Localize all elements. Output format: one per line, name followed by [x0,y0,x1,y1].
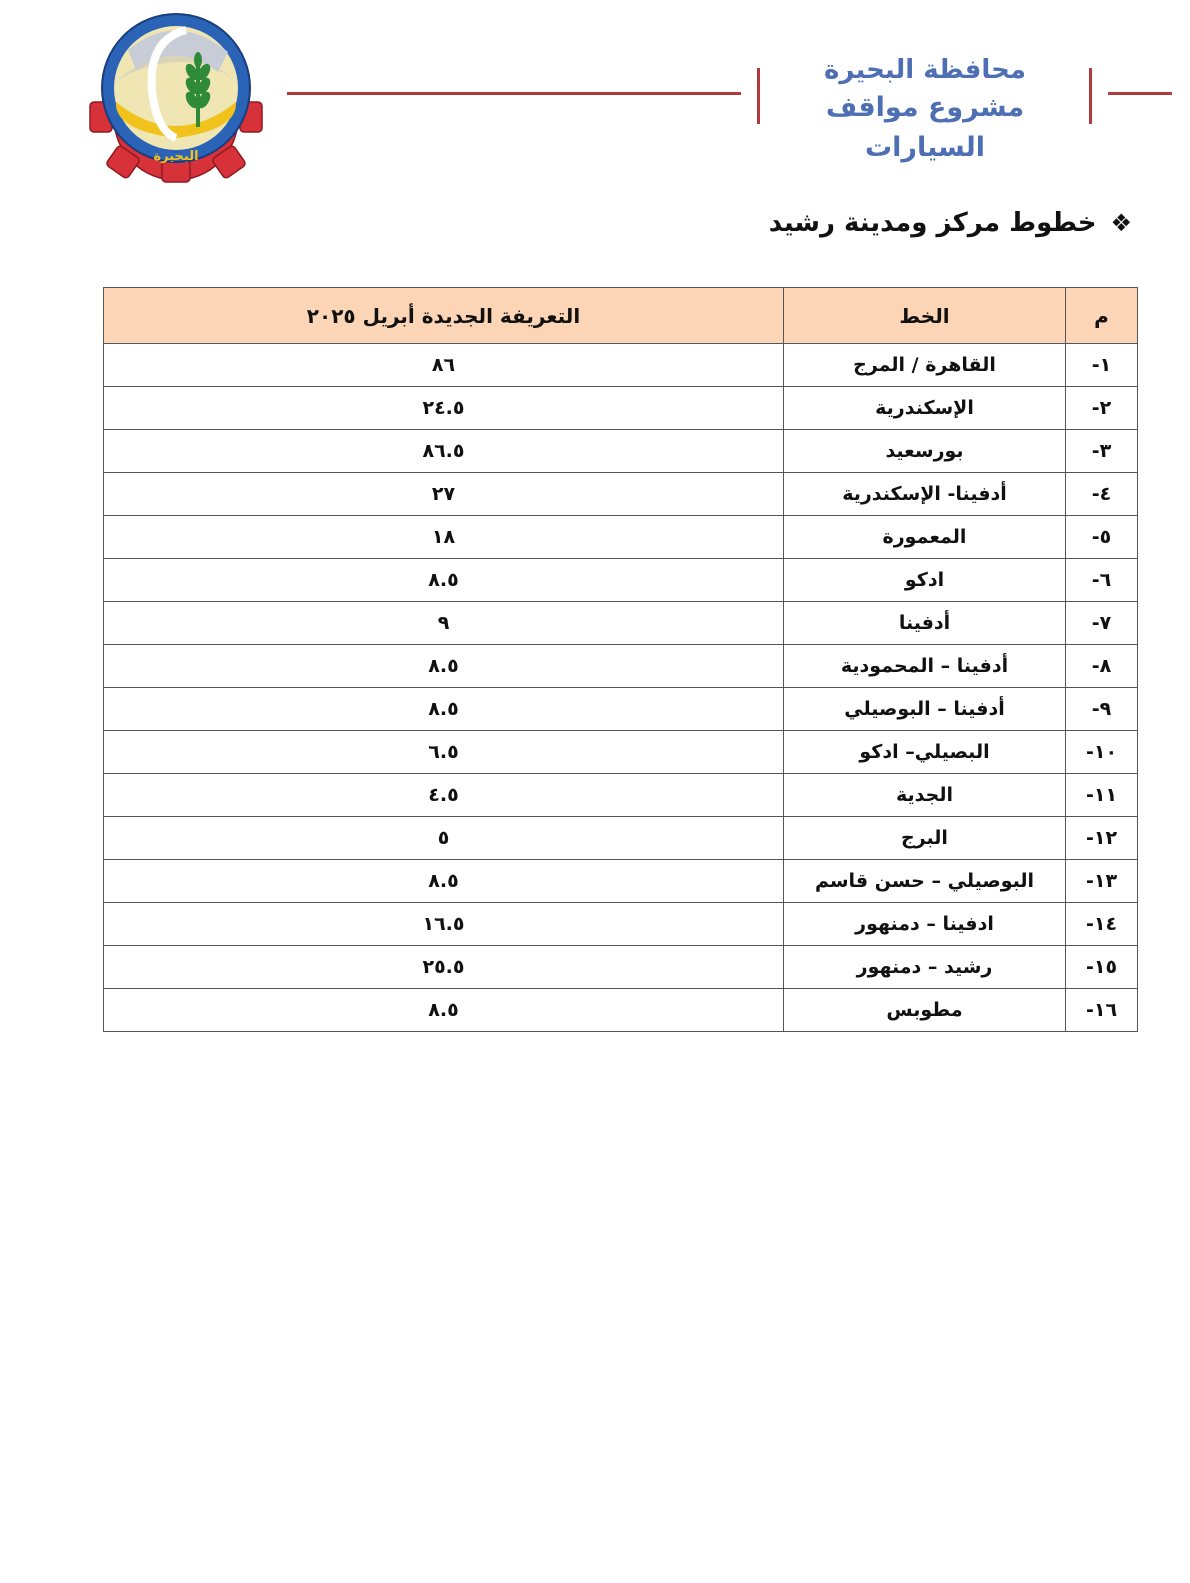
row-number: ٩- [1066,688,1138,731]
row-number: ٥- [1066,516,1138,559]
row-number: ٧- [1066,602,1138,645]
logo-caption: البحيرة [153,149,199,164]
table-row [104,989,1138,1032]
row-line-name: مطوبس [784,989,1066,1032]
row-line-name: البرج [784,817,1066,860]
row-number: ١٦- [1066,989,1138,1032]
row-number: ١٠- [1066,731,1138,774]
row-fare: ٨.٥ [104,688,784,731]
table-row [104,645,1138,688]
table-row [104,516,1138,559]
header-titles [762,52,1088,168]
row-fare: ٢٥.٥ [104,946,784,989]
row-fare: ٨.٥ [104,860,784,903]
fares-table [103,287,1138,1032]
table-row [104,688,1138,731]
row-fare: ٨.٥ [104,559,784,602]
header-divider-right [1108,92,1172,95]
row-line-name: القاهرة / المرج [784,344,1066,387]
row-number: ١٣- [1066,860,1138,903]
row-fare: ٢٧ [104,473,784,516]
row-fare: ٩ [104,602,784,645]
header-divider-left [287,92,741,95]
diamond-bullet-icon: ❖ [1110,209,1132,237]
section-heading [769,203,1132,243]
header-fare: التعريفة الجديدة أبريل ٢٠٢٥ [104,288,784,344]
table-row [104,774,1138,817]
table-row [104,430,1138,473]
row-number: ٤- [1066,473,1138,516]
row-number: ١- [1066,344,1138,387]
row-number: ١٢- [1066,817,1138,860]
table-row [104,387,1138,430]
section-title: خطوط مركز ومدينة رشيد [768,208,1097,238]
row-number: ٢- [1066,387,1138,430]
row-number: ٣- [1066,430,1138,473]
row-fare: ١٨ [104,516,784,559]
table-header-row [104,288,1138,344]
row-line-name: ادكو [784,559,1066,602]
row-fare: ٨.٥ [104,989,784,1032]
row-fare: ٦.٥ [104,731,784,774]
header-line: الخط [784,288,1066,344]
table-body [104,344,1138,1032]
row-line-name: أدفينا [784,602,1066,645]
table-row [104,559,1138,602]
row-line-name: الإسكندرية [784,387,1066,430]
table-row [104,860,1138,903]
table-row [104,817,1138,860]
row-number: ٦- [1066,559,1138,602]
row-number: ٨- [1066,645,1138,688]
row-line-name: البوصيلي – حسن قاسم [784,860,1066,903]
row-fare: ٨٦.٥ [104,430,784,473]
row-fare: ٤.٥ [104,774,784,817]
row-line-name: أدفينا – البوصيلي [784,688,1066,731]
table-row [104,903,1138,946]
row-line-name: أدفينا – المحمودية [784,645,1066,688]
row-line-name: الجدية [784,774,1066,817]
row-number: ١١- [1066,774,1138,817]
row-line-name: ادفينا – دمنهور [784,903,1066,946]
row-fare: ٨.٥ [104,645,784,688]
table-row [104,946,1138,989]
row-line-name: أدفينا- الإسكندرية [784,473,1066,516]
row-line-name: البصيلي– ادكو [784,731,1066,774]
row-line-name: بورسعيد [784,430,1066,473]
project-name: مشروع مواقف السيارات [825,92,1025,163]
row-line-name: المعمورة [784,516,1066,559]
row-number: ١٥- [1066,946,1138,989]
row-fare: ٥ [104,817,784,860]
table-row [104,731,1138,774]
row-fare: ٨٦ [104,344,784,387]
row-fare: ١٦.٥ [104,903,784,946]
row-number: ١٤- [1066,903,1138,946]
header-number: م [1066,288,1138,344]
header-bracket-right [1089,68,1092,124]
table-row [104,344,1138,387]
header-bracket-left [757,68,760,124]
governorate-name: محافظة البحيرة [824,55,1026,85]
table-row [104,602,1138,645]
table-row [104,473,1138,516]
row-line-name: رشيد – دمنهور [784,946,1066,989]
row-fare: ٢٤.٥ [104,387,784,430]
governorate-logo [88,10,264,186]
